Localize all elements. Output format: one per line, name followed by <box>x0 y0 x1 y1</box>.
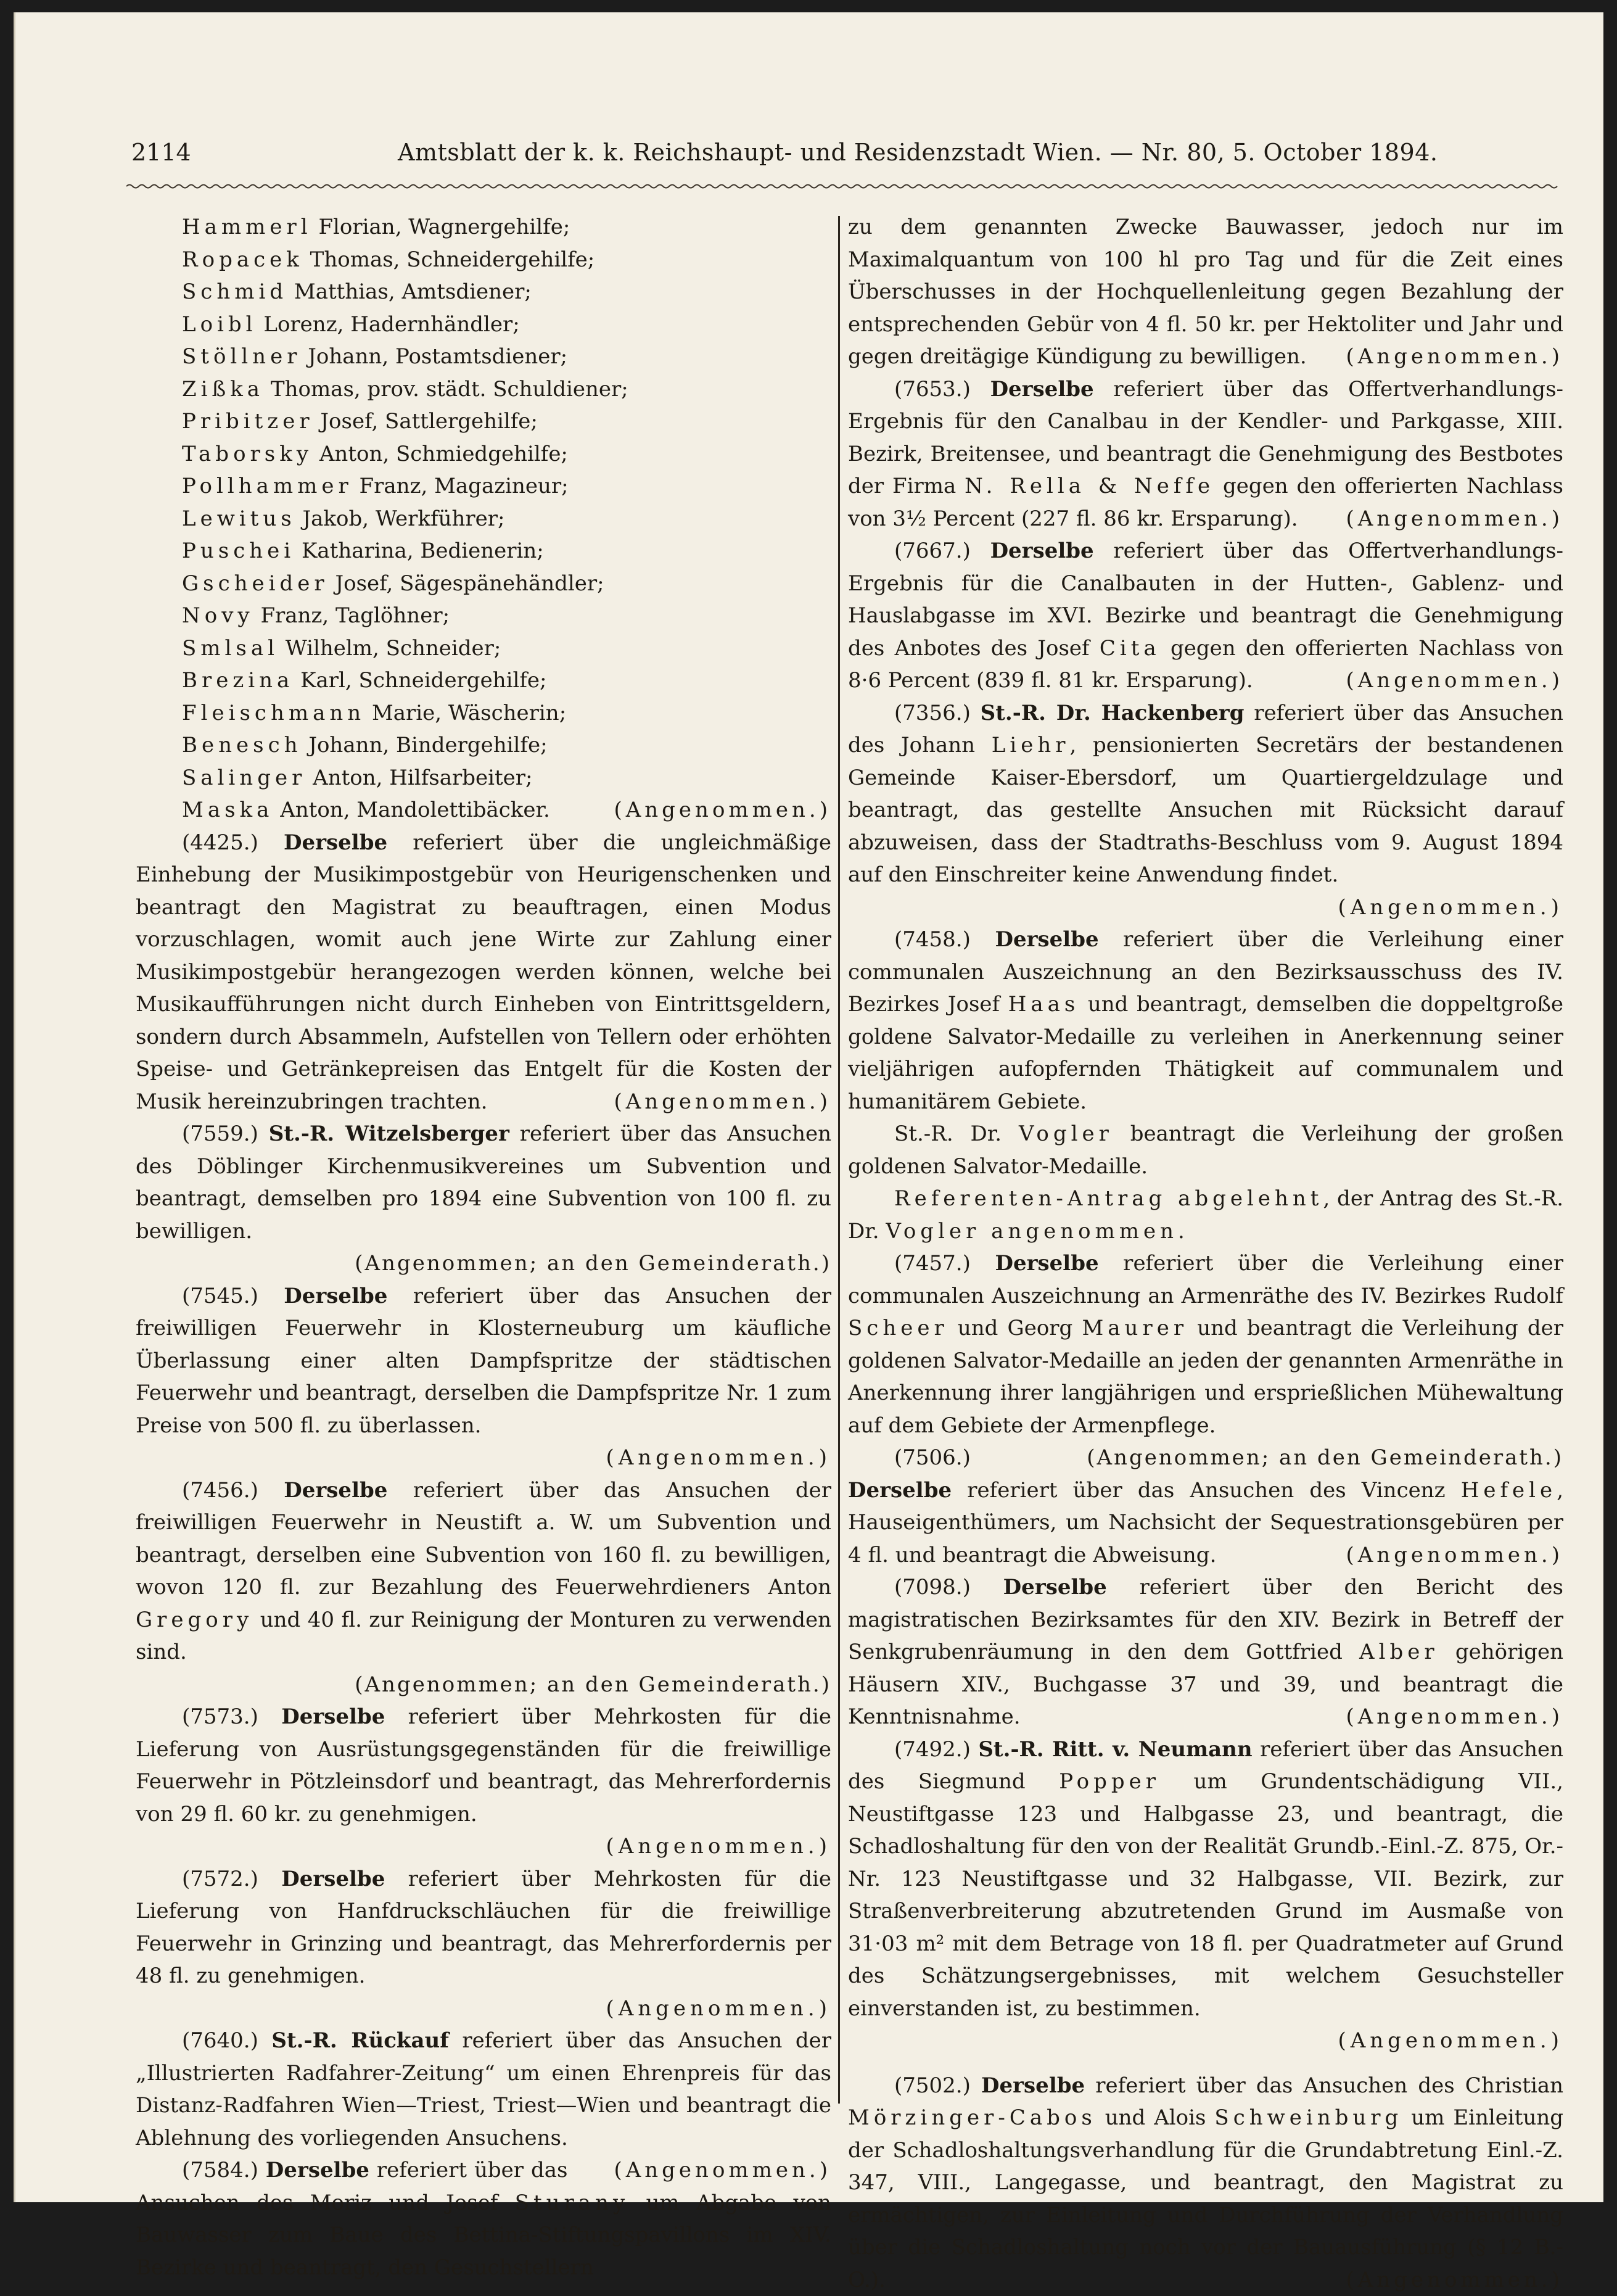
entry-text: referiert über die ungleichmäßige Einhebung der Musikimpostgebür von Heurigenschenken und beantragt den Magistrat zu beauftragen, einen Modus vorzuschlagen, womit auch jene Wirte zur Zahlung einer Musikimpostgebür herangezogen werden können, welche bei Musikaufführungen nicht durch Einheben von Eintrittsgeldern, sondern durch Absammeln, Aufstellen von Tellern oder erhöhten Speise- und Getränkepreisen das Entgelt für die Kosten der Musik hereinzubringen trachten. <box>136 830 831 1114</box>
entry-7098 <box>848 1571 1563 1733</box>
entry-text: , pensionierten Secretärs der bestandenen Gemeinde Kaiser-Ebersdorf, um Quartiergeldzulage und beantragt, das gestellte Ansuchen mit Rücksicht darauf abzuweisen, dass der Stadtraths-Beschluss vom 9. August 1894 auf den Einschreiter keine Anwendung findet. <box>848 733 1563 887</box>
right-column <box>848 211 1563 2296</box>
entry-7573 <box>136 1701 831 1830</box>
person-details: Karl, Schneidergehilfe; <box>294 668 546 693</box>
resolution: (Angenommen.) <box>1299 503 1563 535</box>
entry-text: gehörigen Häusern XIV., Buchgasse 37 und 39, und beantragt die Kenntnisnahme. <box>848 1640 1563 1729</box>
speaker: Derselbe <box>1003 1575 1107 1600</box>
resolution: (Angenommen.) <box>1299 2264 1563 2296</box>
entry-text: um Grundentschädigung VII., Neustiftgasse 123 und Halbgasse 23, und beantragt, die Schadloshaltung für den von der Realität Grundb.-Einl.-Z. 875, Or.-Nr. 123 Neustiftgasse und 32 Halbgasse, VII. Bezirk, zur Straßenverbreiterung abzutretenden Grund im Ausmaße von 31·03 m² mit dem Betrage von 18 fl. per Quadratmeter auf Grund des Schätzungsergebnisses, mit welchem Gesuchsteller einverstanden ist, zu bestimmen. <box>848 1769 1563 2021</box>
person-name: Sturany <box>515 2191 629 2215</box>
resolution: (Angenommen.) <box>1299 1539 1563 1572</box>
entry-text: , Hauseigenthümers, um Nachsicht der Sequestrationsgebüren per 4 fl. und beantragt die Abweisung. <box>848 1478 1563 1567</box>
person-details: Florian, Wagnergehilfe; <box>312 215 570 239</box>
entry-text: referiert über Mehrkosten für die Lieferung von Hanfdruckschläuchen für die freiwillige Feuerwehr in Grinzing und beantragt, das Mehrerfordernis per 48 fl. zu genehmigen. <box>136 1867 831 1989</box>
vogler-motion <box>848 1118 1563 1183</box>
speaker: Derselbe <box>848 1478 952 1503</box>
resolution: (Angenommen.) <box>567 2154 831 2187</box>
person-name: Alber <box>1359 1640 1439 1664</box>
list-item <box>136 632 831 665</box>
entry-text: und Alois <box>1097 2105 1215 2130</box>
person-name: Maurer <box>1082 1316 1188 1340</box>
person-details: Lorenz, Hadernhändler; <box>257 312 520 337</box>
speaker: Derselbe <box>995 927 1098 952</box>
entry-text: gegen den offerierten Nachlass von 8·6 Percent (839 fl. 81 kr. Ersparung). <box>848 636 1563 693</box>
entry-text: St.-R. Dr. <box>894 1121 1019 1146</box>
entry-number: (7545.) <box>182 1284 258 1308</box>
person-surname: Brezina <box>182 668 294 693</box>
person-name: Cita <box>1100 636 1161 661</box>
person-name: Schweinburg <box>1214 2105 1402 2130</box>
list-item <box>136 697 831 730</box>
person-surname: Novy <box>182 603 254 628</box>
list-item <box>136 762 831 795</box>
person-details: Wilhelm, Schneider; <box>279 636 501 661</box>
person-details: Anton, Hilfsarbeiter; <box>306 766 532 790</box>
person-surname: Benesch <box>182 733 302 758</box>
resolution: (Angenommen.) <box>567 1086 831 1118</box>
list-item <box>136 794 831 827</box>
speaker: St.-R. Witzelsberger <box>269 1121 509 1146</box>
speaker: Derselbe <box>284 1478 387 1503</box>
entry-number: (7458.) <box>894 927 971 952</box>
entry-text: und beantragt die Verleihung der goldenen Salvator-Medaille an jeden der genannten Armenräthe in Anerkennung ihrer langjährigen und ersprießlichen Mühewaltung auf dem Gebiete der Armenpflege. <box>848 1316 1563 1438</box>
entry-number: (7559.) <box>182 1121 258 1146</box>
entry-number: (7584.) <box>182 2158 258 2182</box>
person-surname: Fleischmann <box>182 701 365 725</box>
speaker: Derselbe <box>981 2073 1085 2098</box>
entry-7545 <box>136 1280 831 1442</box>
person-surname: Lewitus <box>182 506 296 531</box>
person-name: Scheer <box>848 1316 948 1340</box>
person-name: Liehr <box>992 733 1070 758</box>
entry-number: (7667.) <box>894 539 971 563</box>
entry-number: (7457.) <box>894 1251 971 1276</box>
person-details: Franz, Taglöhner; <box>254 603 450 628</box>
entry-text: referiert über das Offertverhandlungs-Ergebnis für den Canalbau in der Kendler- und Parkgasse, XIII. Bezirk, Breitensee, und beantragt die Genehmigung des Bestbotes der Firma <box>848 377 1563 499</box>
speaker: Derselbe <box>990 377 1094 402</box>
entry-text: referiert über das Ansuchen der freiwilligen Feuerwehr in Klosterneuburg um käufliche Überlassung einer alten Dampfspritze der städtischen Feuerwehr und beantragt, derselben die Dampfspritze Nr. 1 zum Preise von 500 fl. zu überlassen. <box>136 1284 831 1438</box>
entry-number: (4425.) <box>182 830 258 855</box>
speaker: St.-R. Dr. Hackenberg <box>981 701 1245 725</box>
entry-7584-continued <box>848 211 1563 373</box>
list-item <box>136 729 831 762</box>
person-surname: Puschei <box>182 539 295 563</box>
honoree-list <box>136 211 831 827</box>
list-item <box>136 244 831 276</box>
entry-number: (7640.) <box>182 2028 258 2053</box>
list-item <box>136 211 831 244</box>
resolution: (Angenommen.) <box>1299 1701 1563 1733</box>
entry-text: referiert über das Ansuchen des Johann <box>848 701 1563 758</box>
entry-text: referiert über das Ansuchen des Christian <box>1085 2073 1563 2098</box>
entry-number: (7098.) <box>894 1575 971 1600</box>
person-details: Franz, Magazineur; <box>353 474 569 498</box>
person-name: Hefele <box>1461 1478 1557 1503</box>
page-header <box>120 139 1548 176</box>
person-surname: Maska <box>182 798 273 822</box>
entry-4425 <box>136 827 831 1118</box>
speaker: Derselbe <box>990 539 1094 563</box>
resolution: (Angenommen; an den Gemeinderath.) <box>136 1247 831 1280</box>
resolution: (Angenommen; an den Gemeinderath.) <box>136 1669 831 1701</box>
firm-name: N. Rella & Neffe <box>965 474 1214 498</box>
entry-number: (7506.) <box>894 1445 971 1470</box>
list-item <box>136 373 831 406</box>
entry-text: und Georg <box>948 1316 1082 1340</box>
person-name: Haas <box>1008 992 1080 1017</box>
resolution: (Angenommen.) <box>136 1442 831 1474</box>
entry-text: referiert über den Bericht des magistratischen Bezirksamtes für den XIV. Bezirk in Betreff der Senkgrubenräumung in den dem Gottfried <box>848 1575 1563 1664</box>
entry-number: (7456.) <box>182 1478 258 1503</box>
person-name: Vogler <box>1019 1121 1113 1146</box>
entry-text: referiert über das Ansuchen der „Illustrierten Radfahrer-Zeitung“ um einen Ehrenpreis für das Distanz-Radfahren Wien—Triest, Triest—Wien und beantragt die Ablehnung des vorliegenden Ansuchens. <box>136 2028 831 2150</box>
entry-7492 <box>848 1733 1563 2025</box>
speaker: Derselbe <box>284 830 387 855</box>
entry-text: referiert über Mehrkosten für die Lieferung von Ausrüstungsgegenständen für die freiwillige Feuerwehr in Pötzleinsdorf und beantragt, das Mehrerfordernis von 29 fl. 60 kr. zu genehmigen. <box>136 1704 831 1827</box>
entry-text: referiert über die Verleihung einer communalen Auszeichnung an den Bezirksausschuss des IV. Bezirkes Josef <box>848 927 1563 1017</box>
entry-number: (7653.) <box>894 377 971 402</box>
entry-text: gegen den offerierten Nachlass von 3½ Percent (227 fl. 86 kr. Ersparung). <box>848 474 1563 531</box>
entry-text: referiert über das Ansuchen des Döblinger Kirchenmusikvereines um Subvention und beantragt, demselben pro 1894 eine Subvention von 100 fl. zu bewilligen. <box>136 1121 831 1244</box>
page-number: 2114 <box>131 139 191 166</box>
person-details: Johann, Bindergehilfe; <box>302 733 548 758</box>
entry-text: referiert über das Ansuchen der freiwilligen Feuerwehr in Neustift a. W. um Subvention und beantragt, derselben eine Subvention von 160 fl. zu bewilligen, wovon 120 fl. zur Bezahlung des Feuerwehrdieners Anton <box>136 1478 831 1600</box>
entry-text: referiert über das Ansuchen des Vincenz <box>952 1478 1461 1503</box>
person-surname: Zißka <box>182 377 264 402</box>
resolution: (Angenommen.) <box>136 1992 831 2025</box>
list-item <box>136 568 831 600</box>
person-details: Marie, Wäscherin; <box>365 701 566 725</box>
column-divider <box>838 216 840 2104</box>
entry-7458 <box>848 923 1563 1118</box>
speaker: St.-R. Ritt. v. Neumann <box>978 1737 1252 1762</box>
list-item <box>136 341 831 373</box>
person-details: Thomas, Schneidergehilfe; <box>303 247 595 272</box>
header-rule <box>126 182 1560 191</box>
entry-number: (7356.) <box>894 701 971 725</box>
entry-text: und beantragt, demselben die doppeltgroße goldene Salvator-Medaille zu verleihen in Anerkennung seiner vieljährigen aufopfernden Thätigkeit auf communalem und humanitärem Gebiete. <box>848 992 1563 1114</box>
entry-text: referiert über die Verleihung einer communalen Auszeichnung an Armenräthe des IV. Bezirkes Rudolf <box>848 1251 1563 1308</box>
entry-7457 <box>848 1247 1563 1442</box>
resolution: (Angenommen.) <box>848 2025 1563 2057</box>
spaced-text: angenommen. <box>980 1219 1189 1244</box>
person-surname: Smlsal <box>182 636 279 661</box>
vogler-result <box>848 1183 1563 1247</box>
person-details: Anton, Schmiedgehilfe; <box>313 442 568 466</box>
person-name: Gregory <box>136 1608 253 1632</box>
person-name: Vogler <box>886 1219 980 1244</box>
list-item <box>136 503 831 535</box>
resolution: (Angenommen.) <box>1346 341 1563 373</box>
list-item <box>136 405 831 438</box>
person-surname: Gscheider <box>182 571 329 596</box>
speaker: Derselbe <box>995 1251 1098 1276</box>
person-surname: Schmid <box>182 279 287 304</box>
entry-7667 <box>848 535 1563 697</box>
entry-number: (7492.) <box>894 1737 971 1762</box>
person-details: Thomas, prov. städt. Schuldiener; <box>264 377 628 402</box>
speaker: Derselbe <box>284 1284 387 1308</box>
person-surname: Ropacek <box>182 247 303 272</box>
entry-text: beantragt die Verleihung der großen goldenen Salvator-Medaille. <box>848 1121 1563 1179</box>
person-surname: Pollhammer <box>182 474 353 498</box>
entry-7456 <box>136 1474 831 1669</box>
person-surname: Taborsky <box>182 442 313 466</box>
entry-7502 <box>848 2070 1563 2296</box>
entry-7640 <box>136 2025 831 2154</box>
list-item <box>136 438 831 471</box>
person-details: Anton, Mandolettibäcker. <box>273 798 549 822</box>
entry-number: (7573.) <box>182 1704 258 1729</box>
person-details: Jakob, Werkführer; <box>296 506 505 531</box>
person-details: Josef, Sattlergehilfe; <box>314 409 538 434</box>
journal-title: Amtsblatt der k. k. Reichshaupt- und Residenzstadt Wien. — Nr. 80, 5. October 1894. <box>398 139 1438 166</box>
entry-number: (7502.) <box>894 2073 971 2098</box>
person-details: Katharina, Bedienerin; <box>295 539 544 563</box>
list-item <box>136 276 831 308</box>
entry-text: um Einleitung der Schadloshaltungsverhandlung für die Grundabtretung Einl.-Z. 347, VIII., Langegasse, und beantragt, den Magistrat zu ermächtigen, zur Einleitung und Durchführung der Verhandlung über die Schadloshaltung noch vor der Bauausführung (§ 12 B.-O.). <box>848 2105 1563 2292</box>
speaker: Derselbe <box>281 1704 385 1729</box>
list-item <box>136 600 831 632</box>
resolution: (Angenommen.) <box>1299 664 1563 697</box>
resolution: (Angenommen.) <box>614 794 831 827</box>
list-item <box>136 535 831 568</box>
person-surname: Pribitzer <box>182 409 314 434</box>
spaced-text: Referenten-Antrag abgelehnt <box>894 1186 1323 1211</box>
person-details: Matthias, Amtsdiener; <box>287 279 532 304</box>
person-details: Johann, Postamtsdiener; <box>301 344 567 369</box>
entry-text: um Abgabe von Bauwasser zum Baue des Bettina-Stiftungspavillons im XIV. Bezirke und beantragt, den Gesuchstellern <box>136 2191 831 2280</box>
resolution: (Angenommen.) <box>136 1830 831 1863</box>
entry-7653 <box>848 373 1563 535</box>
entry-number: (7572.) <box>182 1867 258 1891</box>
document-page <box>14 12 1603 2202</box>
left-column <box>136 211 831 2284</box>
entry-text: , der Antrag des St.-R. Dr. <box>848 1186 1563 1244</box>
person-surname: Salinger <box>182 766 306 790</box>
person-surname: Hammerl <box>182 215 312 239</box>
entry-text: referiert über das Offertverhandlungs-Ergebnis für die Canalbauten in der Hutten-, Gablenz- und Hauslabgasse im XVI. Bezirke und beantragt die Genehmigung des Anbotes des Josef <box>848 539 1563 661</box>
list-item <box>136 470 831 503</box>
person-name: Popper <box>1059 1769 1160 1794</box>
person-surname: Stöllner <box>182 344 301 369</box>
entry-7356 <box>848 697 1563 891</box>
entry-text: referiert über das Ansuchen des Siegmund <box>848 1737 1563 1794</box>
speaker: Derselbe <box>266 2158 369 2182</box>
entry-7559 <box>136 1118 831 1247</box>
person-surname: Loibl <box>182 312 257 337</box>
entry-text: referiert über das Ansuchen des Moriz und Josef <box>136 2158 567 2215</box>
list-item <box>136 308 831 341</box>
person-name: Mörzinger-Cabos <box>848 2105 1097 2130</box>
resolution: (Angenommen.) <box>848 891 1563 924</box>
list-item <box>136 664 831 697</box>
speaker: St.-R. Rückauf <box>271 2028 448 2053</box>
resolution: (Angenommen; an den Gemeinderath.) <box>1040 1442 1563 1474</box>
entry-text: und 40 fl. zur Reinigung der Monturen zu verwenden sind. <box>136 1608 831 1665</box>
entry-7572 <box>136 1863 831 1992</box>
speaker: Derselbe <box>281 1867 385 1891</box>
entry-text: zu dem genannten Zwecke Bauwasser, jedoch nur im Maximalquantum von 100 hl pro Tag und für die Zeit eines Überschusses in der Hochquellenleitung gegen Bezahlung der entsprechenden Gebür von 4 fl. 50 kr. per Hektoliter und Jahr und gegen dreitägige Kündigung zu bewilligen. <box>848 215 1563 369</box>
person-details: Josef, Sägespänehändler; <box>329 571 604 596</box>
